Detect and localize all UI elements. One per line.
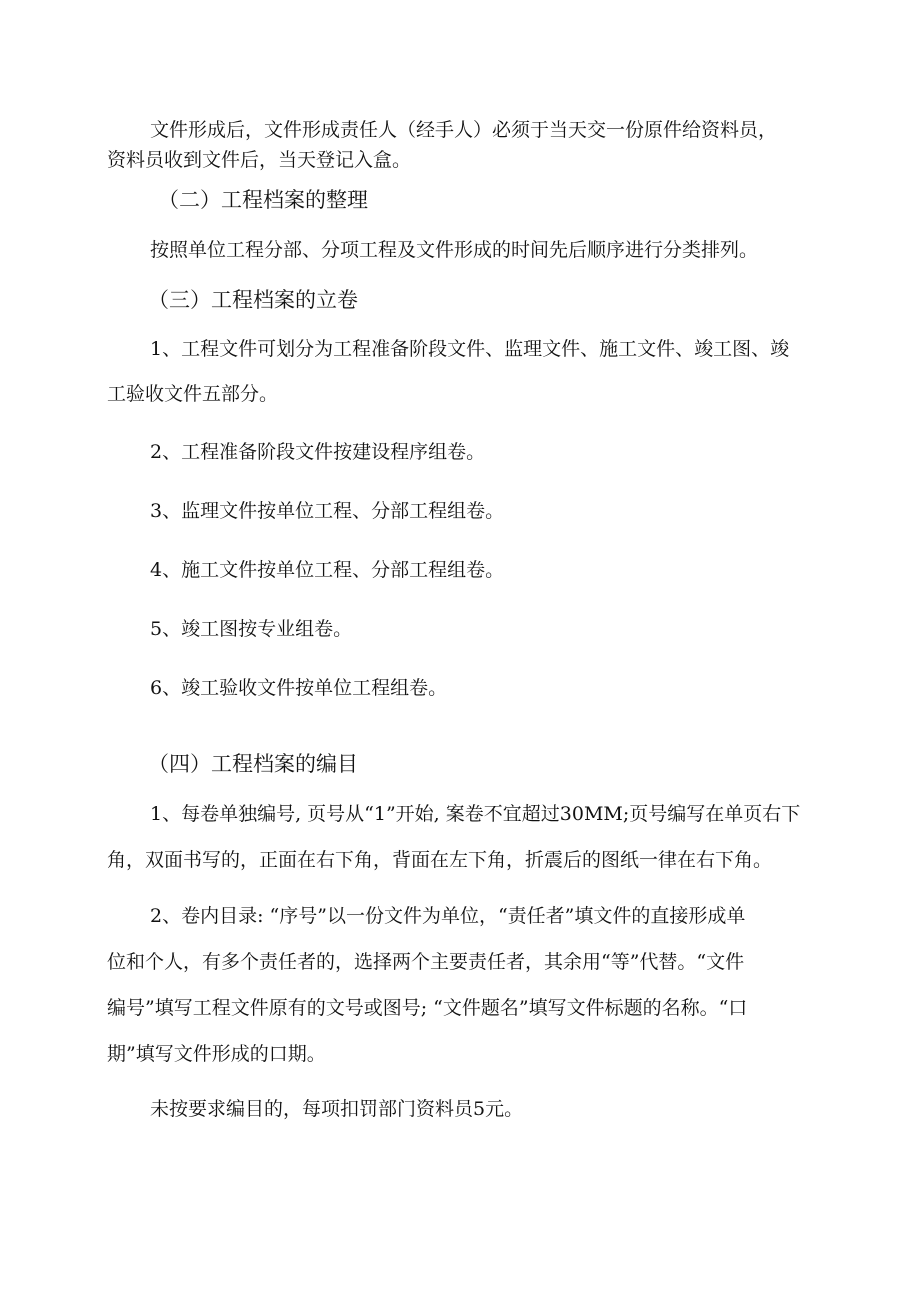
- section-heading: （三）工程档案的立卷: [148, 288, 358, 312]
- list-item-continued: 工验收文件五部分。: [107, 383, 279, 405]
- list-item-continued: 位和个人，有多个责任者的，选择两个主要责任者，其余用“等”代替。“文件: [107, 951, 745, 973]
- list-item: 6、竣工验收文件按单位工程组卷。: [150, 677, 448, 699]
- list-item-continued: 期”填写文件形成的口期。: [107, 1043, 326, 1065]
- list-item: 1、工程文件可划分为工程准备阶段文件、监理文件、施工文件、竣工图、竣: [150, 338, 790, 360]
- list-item-continued: 角，双面书写的，正面在右下角，背面在左下角，折震后的图纸一律在右下角。: [107, 849, 773, 871]
- paragraph-line: 未按要求编目的，每项扣罚部门资料员5元。: [150, 1098, 524, 1120]
- list-item: 1、每卷单独编号, 页号从“1”开始, 案卷不宜超过30MM;页号编写在单页右下: [150, 803, 801, 825]
- list-item: 2、卷内目录: “序号”以一份文件为单位，“责任者”填文件的直接形成单: [150, 905, 746, 927]
- list-item-continued: 编号”填写工程文件原有的文号或图号; “文件题名”填写文件标题的名称。“口: [107, 997, 748, 1019]
- list-item: 3、监理文件按单位工程、分部工程组卷。: [150, 500, 505, 522]
- list-item: 5、竣工图按专业组卷。: [150, 618, 353, 640]
- paragraph-line: 文件形成后，文件形成责任人（经手人）必须于当天交一份原件给资料员，: [150, 119, 778, 141]
- list-item: 2、工程准备阶段文件按建设程序组卷。: [150, 441, 486, 463]
- paragraph-line: 资料员收到文件后，当天登记入盒。: [107, 149, 412, 171]
- section-heading: （二）工程档案的整理: [158, 188, 368, 212]
- section-heading: （四）工程档案的编目: [148, 752, 358, 776]
- paragraph-line: 按照单位工程分部、分项工程及文件形成的时间先后顺序进行分类排列。: [150, 239, 759, 261]
- list-item: 4、施工文件按单位工程、分部工程组卷。: [150, 559, 505, 581]
